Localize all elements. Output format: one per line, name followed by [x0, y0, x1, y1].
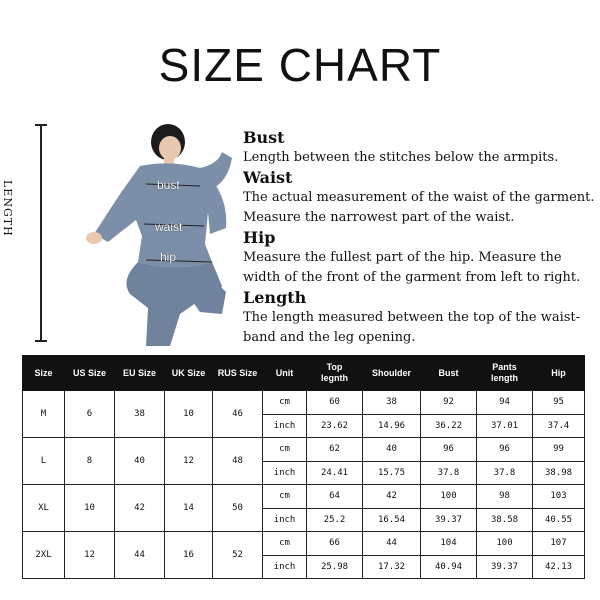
- hip-tag: hip: [160, 250, 177, 264]
- cell-us: 6: [65, 391, 115, 438]
- size-table-wrapper: [22, 355, 584, 579]
- column-header: Hip: [533, 356, 585, 391]
- length-ruler: [40, 124, 42, 342]
- cell-size: XL: [23, 485, 65, 532]
- cell-value: 98: [477, 485, 533, 509]
- definition-line: width of the front of the garment from left to right.: [243, 270, 581, 285]
- pajama-illustration: [50, 124, 240, 346]
- cell-value: 64: [307, 485, 363, 509]
- cell-value: 103: [533, 485, 585, 509]
- cell-value: 25.98: [307, 555, 363, 579]
- table-row: [23, 438, 585, 462]
- definition-line: The actual measurement of the waist of the garment.: [243, 190, 595, 205]
- cell-value: 23.62: [307, 414, 363, 438]
- column-header: Size: [23, 356, 65, 391]
- cell-value: 37.01: [477, 414, 533, 438]
- cell-value: 38: [363, 391, 421, 415]
- cell-unit: inch: [263, 508, 307, 532]
- cell-value: 94: [477, 391, 533, 415]
- model-figure: [50, 124, 240, 346]
- cell-eu: 40: [115, 438, 165, 485]
- cell-unit: cm: [263, 438, 307, 462]
- cell-value: 44: [363, 532, 421, 556]
- cell-value: 40.94: [421, 555, 477, 579]
- cell-value: 100: [421, 485, 477, 509]
- size-table: [22, 355, 585, 579]
- cell-unit: cm: [263, 532, 307, 556]
- cell-value: 96: [477, 438, 533, 462]
- column-header: Bust: [421, 356, 477, 391]
- cell-us: 12: [65, 532, 115, 579]
- cell-value: 107: [533, 532, 585, 556]
- cell-value: 14.96: [363, 414, 421, 438]
- column-header: US Size: [65, 356, 115, 391]
- cell-size: M: [23, 391, 65, 438]
- column-header: EU Size: [115, 356, 165, 391]
- table-row: [23, 391, 585, 415]
- measurement-definitions: [243, 128, 595, 348]
- column-header: RUS Size: [213, 356, 263, 391]
- cell-uk: 14: [165, 485, 213, 532]
- cell-eu: 38: [115, 391, 165, 438]
- cell-value: 42: [363, 485, 421, 509]
- cell-value: 25.2: [307, 508, 363, 532]
- cell-value: 37.4: [533, 414, 585, 438]
- cell-uk: 10: [165, 391, 213, 438]
- bust-tag: bust: [157, 178, 180, 192]
- definition-line: Measure the fullest part of the hip. Measure the: [243, 250, 562, 265]
- cell-unit: inch: [263, 461, 307, 485]
- cell-value: 16.54: [363, 508, 421, 532]
- cell-uk: 16: [165, 532, 213, 579]
- cell-value: 42.13: [533, 555, 585, 579]
- cell-eu: 42: [115, 485, 165, 532]
- cell-rus: 46: [213, 391, 263, 438]
- table-row: [23, 485, 585, 509]
- cell-size: 2XL: [23, 532, 65, 579]
- cell-rus: 52: [213, 532, 263, 579]
- cell-value: 40: [363, 438, 421, 462]
- page-title: SIZE CHART: [158, 39, 442, 91]
- table-body: [23, 391, 585, 579]
- cell-unit: inch: [263, 414, 307, 438]
- cell-size: L: [23, 438, 65, 485]
- definition-line: band and the leg opening.: [243, 330, 416, 345]
- cell-us: 10: [65, 485, 115, 532]
- cell-value: 39.37: [477, 555, 533, 579]
- definition-heading: Bust: [243, 128, 285, 147]
- cell-value: 62: [307, 438, 363, 462]
- cell-value: 38.58: [477, 508, 533, 532]
- cell-value: 104: [421, 532, 477, 556]
- cell-us: 8: [65, 438, 115, 485]
- cell-value: 15.75: [363, 461, 421, 485]
- definition-line: Length between the stitches below the armpits.: [243, 150, 559, 165]
- cell-eu: 44: [115, 532, 165, 579]
- definition-line: The length measured between the top of the waist-: [243, 310, 581, 325]
- cell-value: 99: [533, 438, 585, 462]
- cell-value: 66: [307, 532, 363, 556]
- cell-value: 95: [533, 391, 585, 415]
- table-row: [23, 532, 585, 556]
- definition-heading: Hip: [243, 228, 276, 247]
- definition-waist: [243, 168, 595, 228]
- cell-unit: inch: [263, 555, 307, 579]
- cell-value: 36.22: [421, 414, 477, 438]
- table-header-row: [23, 356, 585, 391]
- cell-unit: cm: [263, 391, 307, 415]
- definition-hip: [243, 228, 595, 288]
- definition-heading: Length: [243, 288, 307, 307]
- column-header: Top legnth: [307, 356, 363, 391]
- cell-unit: cm: [263, 485, 307, 509]
- cell-rus: 48: [213, 438, 263, 485]
- column-header: Pants length: [477, 356, 533, 391]
- definition-line: Measure the narrowest part of the waist.: [243, 210, 515, 225]
- cell-rus: 50: [213, 485, 263, 532]
- cell-value: 40.55: [533, 508, 585, 532]
- column-header: UK Size: [165, 356, 213, 391]
- cell-value: 24.41: [307, 461, 363, 485]
- definition-heading: Waist: [243, 168, 293, 187]
- definition-bust: [243, 128, 595, 168]
- column-header: Shoulder: [363, 356, 421, 391]
- cell-value: 17.32: [363, 555, 421, 579]
- cell-value: 92: [421, 391, 477, 415]
- cell-value: 37.8: [477, 461, 533, 485]
- definition-length: [243, 288, 595, 348]
- cell-value: 39.37: [421, 508, 477, 532]
- cell-value: 37.8: [421, 461, 477, 485]
- cell-uk: 12: [165, 438, 213, 485]
- column-header: Unit: [263, 356, 307, 391]
- cell-value: 100: [477, 532, 533, 556]
- cell-value: 60: [307, 391, 363, 415]
- cell-value: 38.98: [533, 461, 585, 485]
- waist-tag: waist: [155, 220, 183, 234]
- cell-value: 96: [421, 438, 477, 462]
- length-ruler-label: LENGTH: [1, 180, 14, 237]
